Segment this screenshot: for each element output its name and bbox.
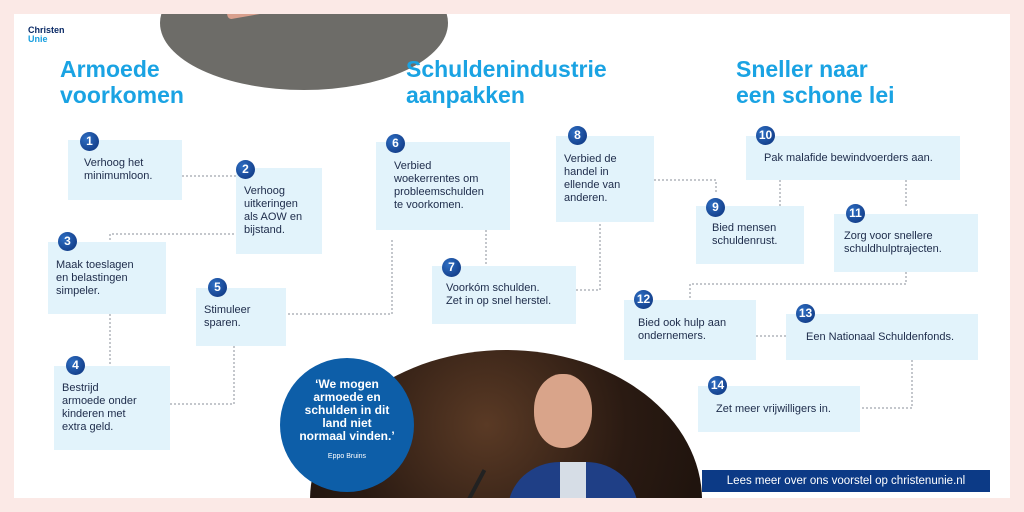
step-text-line: kinderen met [62, 408, 126, 420]
microphone-shape [450, 469, 486, 498]
step-badge-5: 5 [208, 278, 227, 297]
step-text-line: ondernemers. [638, 330, 706, 342]
step-badge-3: 3 [58, 232, 77, 251]
step-badge-12: 12 [634, 290, 653, 309]
step-text-line: Verbied de [564, 153, 617, 165]
heading-sneller-naar-een-schone-lei [736, 56, 895, 108]
step-text-line: simpeler. [56, 284, 101, 297]
step-text-line: schuldhulptrajecten. [844, 243, 942, 255]
heading-armoede-voorkomen [60, 56, 184, 108]
christenunie-logo [28, 26, 65, 44]
step-box-4 [54, 366, 170, 450]
step-badge-14: 14 [708, 376, 727, 395]
quote-text: ‘We mogen armoede en schulden in dit land niet normaal vinden.’ [299, 377, 395, 443]
step-text-line: te voorkomen. [394, 199, 464, 211]
step-text-line: anderen. [564, 192, 608, 204]
step-box-13 [786, 314, 978, 360]
step-text-line: minimumloon. [84, 170, 153, 182]
step-box-2 [236, 168, 322, 254]
infographic-card [14, 14, 1010, 498]
step-badge-9: 9 [706, 198, 725, 217]
step-text-line: extra geld. [62, 421, 114, 433]
step-box-6 [376, 142, 510, 230]
step-badge-10: 10 [756, 126, 775, 145]
step-text-line: Voorkóm schulden. [446, 282, 540, 294]
step-text-line: Verhoog [244, 185, 285, 197]
step-text-line: Maak toeslagen [56, 258, 134, 271]
quote-bubble [280, 358, 414, 492]
heading-line: Sneller naar [736, 56, 868, 82]
step-badge-1: 1 [80, 132, 99, 151]
step-text-line: Een Nationaal Schuldenfonds. [806, 330, 954, 343]
step-text-line: probleemschulden [394, 186, 484, 198]
step-text-line: armoede onder [62, 395, 137, 407]
step-text-line: Zet in op snel herstel. [446, 295, 552, 307]
step-badge-4: 4 [66, 356, 85, 375]
step-badge-7: 7 [442, 258, 461, 277]
logo-line2: Unie [28, 34, 48, 44]
step-text-line: Stimuleer [204, 304, 251, 316]
heading-line: een schone lei [736, 82, 895, 108]
step-text-line: sparen. [204, 317, 241, 329]
step-text-line: Bestrijd [62, 382, 99, 394]
step-text-line: Bied mensen [712, 222, 777, 234]
step-badge-2: 2 [236, 160, 255, 179]
step-text-line: Verbied [394, 160, 432, 172]
step-text-line: als AOW en [244, 211, 303, 223]
step-badge-11: 11 [846, 204, 865, 223]
heading-line: Schuldenindustrie [406, 56, 607, 82]
step-text-line: ellende van [564, 179, 621, 191]
heading-line: voorkomen [60, 82, 184, 108]
quote-author: Eppo Bruins [327, 453, 367, 460]
speaker-shirt-shape [560, 462, 586, 498]
step-text-line: schuldenrust. [712, 235, 778, 247]
step-text-line: en belastingen [56, 271, 128, 284]
step-badge-8: 8 [568, 126, 587, 145]
step-badge-6: 6 [386, 134, 405, 153]
heading-line: aanpakken [406, 82, 525, 108]
step-box-5 [196, 288, 286, 346]
step-box-10 [746, 136, 960, 180]
step-badge-13: 13 [796, 304, 815, 323]
banknote-shape [217, 14, 297, 20]
step-text-line: uitkeringen [244, 198, 298, 210]
step-box-8 [556, 136, 654, 222]
speaker-head-shape [534, 374, 592, 448]
step-text-line: Bied ook hulp aan [638, 317, 727, 329]
read-more-link[interactable]: Lees meer over ons voorstel op christenunie.nl [702, 470, 990, 492]
step-text-line: Zorg voor snellere [844, 230, 933, 242]
logo-line1: Christen [28, 25, 65, 35]
heading-line: Armoede [60, 56, 160, 82]
step-text-line: Pak malafide bewindvoerders aan. [764, 151, 933, 164]
step-text-line: Zet meer vrijwilligers in. [716, 402, 831, 415]
step-text-line: Verhoog het [84, 157, 144, 169]
step-text-line: bijstand. [244, 224, 285, 236]
step-box-3 [48, 242, 166, 314]
heading-schuldenindustrie-aanpakken [406, 56, 607, 108]
step-box-12 [624, 300, 756, 360]
step-text-line: handel in [564, 166, 609, 178]
step-text-line: woekerrentes om [394, 173, 479, 185]
